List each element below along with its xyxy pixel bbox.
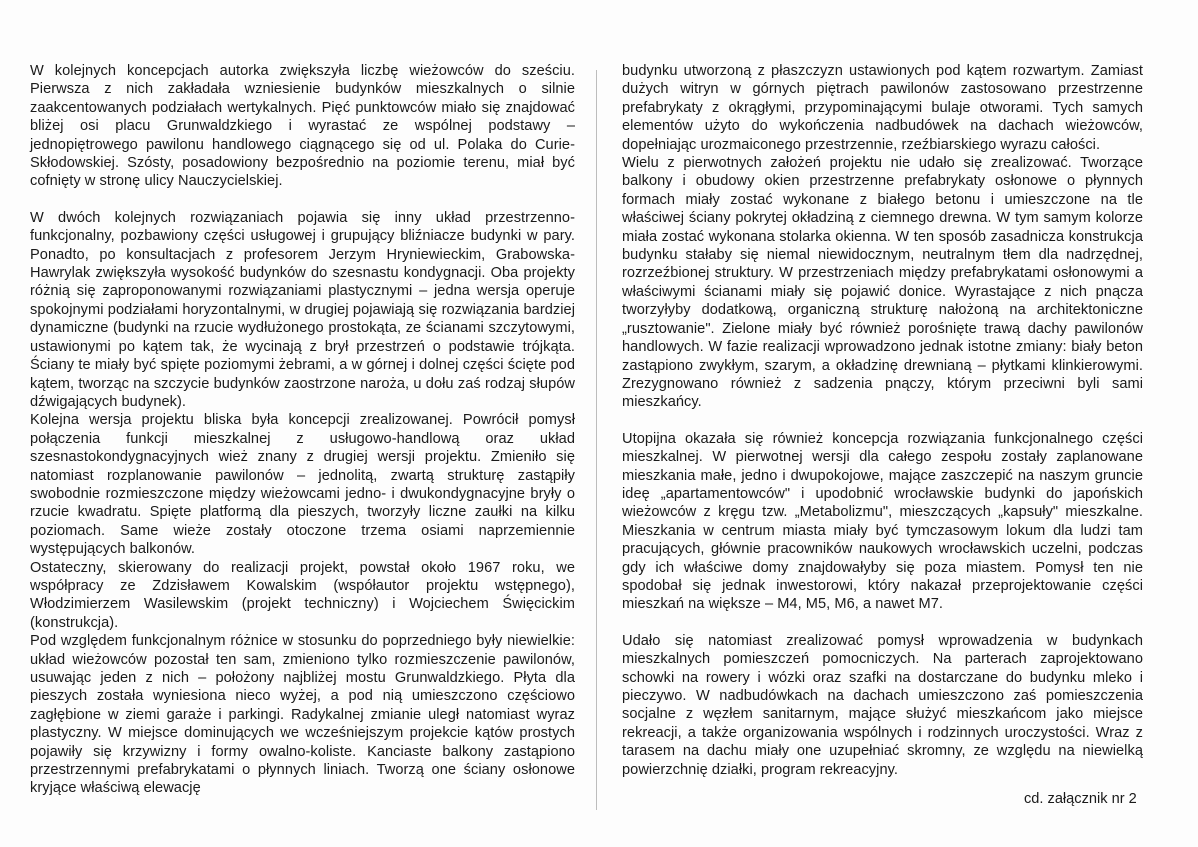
left-paragraph-1: W kolejnych koncepcjach autorka zwiększyła liczbę wieżowców do sześciu. Pierwsza z nich zakładała wzniesienie budynków mieszkalnych o silnie zaakcentowanych podziałach wertykalnych. Pięć punktowców miało się znajdować bliżej osi placu Grunwaldzkiego i wyrastać ze wspólnej podstawy – jednopiętrowego pawilonu handlowego ciągnącego się od ul. Polaka do Curie-Skłodowskiej. Szósty, posadowiony bezpośrednio na poziomie terenu, miał być cofnięty w stronę ulicy Nauczycielskiej. bbox=[30, 63, 575, 190]
left-paragraph-3: Kolejna wersja projektu bliska była koncepcji zrealizowanej. Powrócił pomysł połączenia funkcji mieszkalnej z usługowo-handlową oraz układ szesnastokondygnacyjnych wież znany z drugiej wersji projektu. Zmieniło się natomiast rozplanowanie pawilonów – jednolitą, zwartą strukturę zastąpiły swobodnie rozmieszczone między wieżowcami jedno- i dwukondygnacyjne bryły o rzucie kwadratu. Spięte platformą dla pieszych, tworzyły liczne zaułki na kilku poziomach. Same wieże zostały otoczone trzema osiami naprzemiennie występujących balkonów. bbox=[30, 412, 575, 558]
continuation-note: cd. załącznik nr 2 bbox=[1024, 791, 1137, 807]
right-paragraph-4: Udało się natomiast zrealizować pomysł wprowadzenia w budynkach mieszkalnych pomieszczeń pomocniczych. Na parterach zaprojektowano schowki na rowery i wózki oraz szafki na dostarczane do budynku mleko i pieczywo. W nadbudówkach na dachach umieszczono zaś pomieszczenia socjalne z węzłem sanitarnym, mające służyć mieszkańcom jako miejsce rekreacji, a także organizowania wspólnych i rodzinnych uroczystości. Wraz z tarasem na dachu miały one uzupełniać skromny, ze względu na niewielką powierzchnię działki, program rekreacyjny. bbox=[622, 632, 1143, 778]
left-paragraph-2: W dwóch kolejnych rozwiązaniach pojawia się inny układ przestrzenno-funkcjonalny, pozbawiony części usługowej i grupujący bliźniacze budynki w pary. Ponadto, po konsultacjach z profesorem Jerzym Hryniewieckim, Grabowska-Hawrylak zwiększyła wysokość budynków do szesnastu kondygnacji. Oba projekty różnią się zaproponowanymi rozwiązaniami plastycznymi – jedna wersja operuje spokojnymi podziałami horyzontalnymi, w drugiej pojawiają się rozwiązania bardziej dynamiczne (budynki na rzucie wydłużonego prostokąta, ze ścianami szczytowymi, ustawionymi po kątem tak, że wycinają z brył przestrzeń o podstawie trójkąta. Ściany te miały być spięte poziomymi żebrami, a w górnej i dolnej części ścięte pod kątem, tworząc na szczycie budynków zaostrzone naroża, u dołu zaś rodzaj słupów dźwigających budynek). bbox=[30, 209, 575, 410]
left-paragraph-5: Pod względem funkcjonalnym różnice w stosunku do poprzedniego były niewielkie: układ wieżowców pozostał ten sam, zmieniono tylko rozmieszczenie pawilonów, usuwając jeden z nich – położony najbliżej mostu Grunwaldzkiego. Płyta dla pieszych została wyniesiona nieco wyżej, a pod nią umieszczono częściowo zagłębione w ziemi garaże i parkingi. Radykalnej zmianie uległ natomiast wyraz plastyczny. W miejsce dominujących we wcześniejszym projekcie kątów prostych pojawiły się krzywizny i formy owalno-koliste. Kanciaste balkony zastąpiono przestrzennymi prefabrykatami o płynnych liniach. Tworzą one ściany osłonowe kryjące właściwą elewację bbox=[30, 633, 575, 797]
right-paragraph-3: Utopijna okazała się również koncepcja rozwiązania funkcjonalnego części mieszkalnej. W pierwotnej wersji dla całego zespołu zostały zaplanowane mieszkania małe, jedno i dwupokojowe, mające zaszczepić na naszym gruncie ideę „apartamentowców" i upodobnić wrocławskie budynki do japońskich wieżowców z kręgu tzw. „Metabolizmu", mieszczących „kapsuły" mieszkalne. Mieszkania w centrum miasta miały być tymczasowym lokum dla ludzi tam pracujących, głównie pracowników naukowych wrocławskich uczelni, podczas gdy ich właściwe domy znajdowałyby się poza miastem. Pomysł ten nie spodobał się jednak inwestorowi, który nakazał przeprojektowanie części mieszkań na większe – M4, M5, M6, a nawet M7. bbox=[622, 430, 1143, 613]
column-divider bbox=[596, 70, 597, 810]
left-column bbox=[30, 62, 575, 798]
right-column bbox=[622, 62, 1143, 779]
right-paragraph-2: Wielu z pierwotnych założeń projektu nie udało się zrealizować. Tworzące balkony i obudowy okien przestrzenne prefabrykaty osłonowe o płynnych formach miały zostać wykonane z białego betonu i umieszczone na tle właściwej ściany pokrytej okładziną z ciemnego drewna. W tym samym kolorze miała zostać wykonana stolarka okienna. W ten sposób zasadnicza konstrukcja budynku stałaby się niemal niewidocznym, neutralnym tłem dla nadrzędnej, rozrzeźbionej struktury. W przestrzeniach między prefabrykatami osłonowymi a właściwymi ścianami miały się pojawić donice. Wyrastające z nich pnącza tworzyłyby dodatkową, organiczną strukturę nałożoną na architektoniczne „rusztowanie". Zielone miały być również porośnięte trawą dachy pawilonów handlowych. W fazie realizacji wprowadzono jednak istotne zmiany: biały beton zastąpiono zwykłym, szarym, a okładzinę drewnianą – płytkami klinkierowymi. Zrezygnowano również z sadzenia pnączy, którym przeciwni byli sami mieszkańcy. bbox=[622, 155, 1143, 411]
right-paragraph-1: budynku utworzoną z płaszczyzn ustawionych pod kątem rozwartym. Zamiast dużych witryn w górnych piętrach pawilonów zastosowano przestrzenne prefabrykaty z okrągłymi, przypominającymi bulaje otworami. Tych samych elementów użyto do wykończenia nadbudówek na dachach wieżowców, dopełniając urozmaiconego przestrzennie, rzeźbiarskiego wyrazu całości. bbox=[622, 63, 1143, 153]
left-paragraph-4: Ostateczny, skierowany do realizacji projekt, powstał około 1967 roku, we współpracy ze Zdzisławem Kowalskim (współautor projektu wstępnego), Włodzimierzem Wasilewskim (projekt techniczny) i Wojciechem Święcickim (konstrukcja). bbox=[30, 559, 575, 631]
